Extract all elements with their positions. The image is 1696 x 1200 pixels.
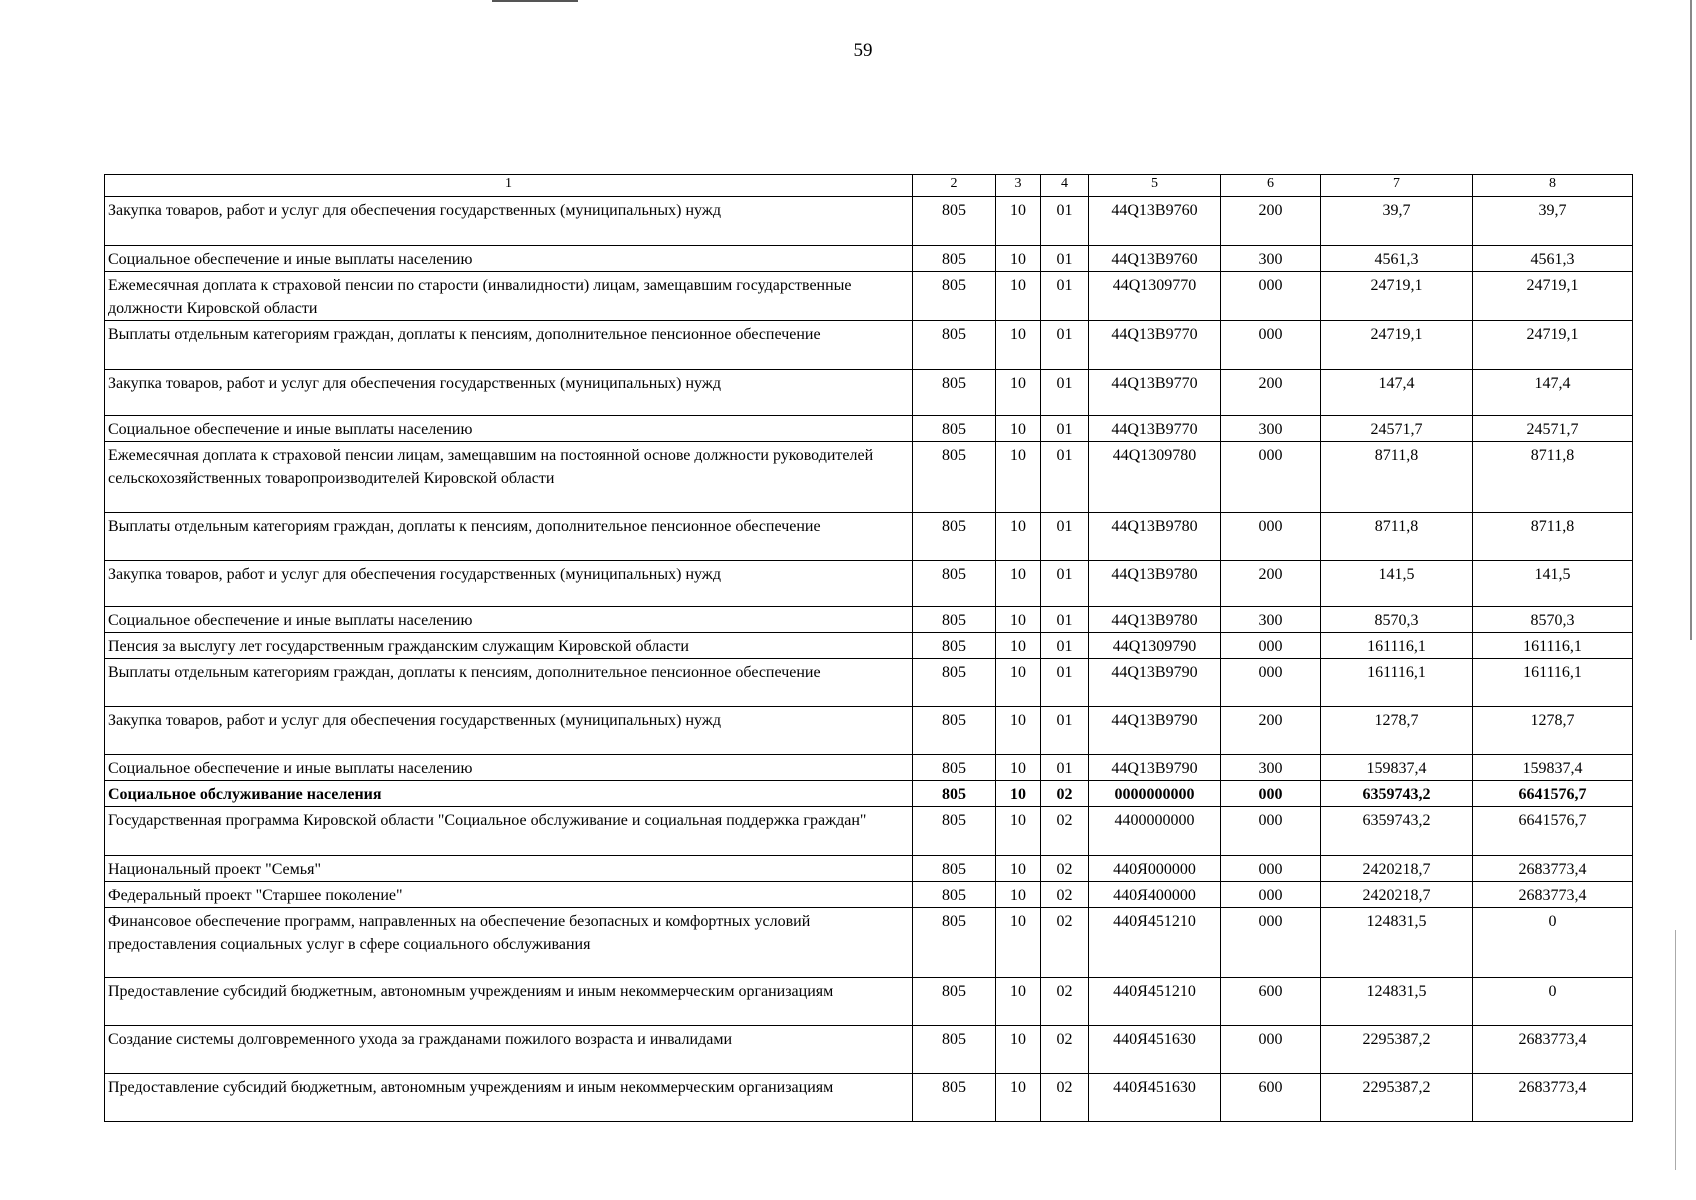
cell-amount-2: 24719,1 (1321, 272, 1473, 321)
cell-section-code: 805 (913, 707, 996, 755)
cell-name: Ежемесячная доплата к страховой пенсии по старости (инвалидности) лицам, замещавшим государственные должности Кировской области (105, 272, 913, 321)
cell-expense-type: 300 (1221, 607, 1321, 633)
cell-subsection-code: 10 (996, 659, 1041, 707)
cell-subsection2-code: 02 (1041, 856, 1089, 882)
cell-section-code: 805 (913, 197, 996, 246)
cell-section-code: 805 (913, 807, 996, 856)
cell-name: Закупка товаров, работ и услуг для обеспечения государственных (муниципальных) нужд (105, 197, 913, 246)
table-row (105, 513, 1633, 561)
cell-subsection-code: 10 (996, 272, 1041, 321)
cell-subsection2-code: 01 (1041, 513, 1089, 561)
cell-amount-3: 24719,1 (1473, 272, 1633, 321)
table-row (105, 1074, 1633, 1122)
cell-subsection-code: 10 (996, 707, 1041, 755)
cell-expense-type: 200 (1221, 707, 1321, 755)
cell-subsection2-code: 01 (1041, 416, 1089, 442)
column-header-6: 6 (1221, 175, 1321, 197)
cell-amount-3: 1278,7 (1473, 707, 1633, 755)
cell-section-code: 805 (913, 607, 996, 633)
cell-expense-type: 000 (1221, 1026, 1321, 1074)
cell-section-code: 805 (913, 1026, 996, 1074)
cell-expense-type: 200 (1221, 197, 1321, 246)
cell-amount-3: 8711,8 (1473, 442, 1633, 513)
cell-subsection-code: 10 (996, 246, 1041, 272)
cell-name: Социальное обеспечение и иные выплаты населению (105, 607, 913, 633)
scan-edge (1675, 930, 1676, 1170)
cell-target-code: 44Q13B9780 (1089, 561, 1221, 607)
cell-subsection2-code: 02 (1041, 882, 1089, 908)
cell-subsection-code: 10 (996, 978, 1041, 1026)
cell-subsection-code: 10 (996, 1074, 1041, 1122)
table-row (105, 659, 1633, 707)
cell-subsection-code: 10 (996, 908, 1041, 978)
cell-expense-type: 000 (1221, 781, 1321, 807)
column-header-7: 7 (1321, 175, 1473, 197)
cell-name: Закупка товаров, работ и услуг для обеспечения государственных (муниципальных) нужд (105, 370, 913, 416)
cell-name: Пенсия за выслугу лет государственным гражданским служащим Кировской области (105, 633, 913, 659)
cell-amount-2: 24719,1 (1321, 321, 1473, 370)
cell-subsection2-code: 02 (1041, 1074, 1089, 1122)
cell-target-code: 0000000000 (1089, 781, 1221, 807)
cell-subsection-code: 10 (996, 856, 1041, 882)
column-header-1: 1 (105, 175, 913, 197)
cell-target-code: 44Q13B9780 (1089, 607, 1221, 633)
cell-section-code: 805 (913, 1074, 996, 1122)
table-row (105, 707, 1633, 755)
cell-expense-type: 000 (1221, 807, 1321, 856)
cell-name: Национальный проект "Семья" (105, 856, 913, 882)
cell-amount-3: 8570,3 (1473, 607, 1633, 633)
cell-section-code: 805 (913, 370, 996, 416)
cell-section-code: 805 (913, 561, 996, 607)
cell-name: Социальное обеспечение и иные выплаты населению (105, 416, 913, 442)
budget-table (104, 174, 1633, 1122)
cell-amount-2: 2295387,2 (1321, 1074, 1473, 1122)
cell-amount-3: 147,4 (1473, 370, 1633, 416)
cell-amount-3: 159837,4 (1473, 755, 1633, 781)
cell-target-code: 44Q13B9760 (1089, 246, 1221, 272)
cell-name: Государственная программа Кировской области "Социальное обслуживание и социальная поддержка граждан" (105, 807, 913, 856)
cell-subsection-code: 10 (996, 561, 1041, 607)
cell-name: Выплаты отдельным категориям граждан, доплаты к пенсиям, дополнительное пенсионное обеспечение (105, 659, 913, 707)
cell-section-code: 805 (913, 781, 996, 807)
cell-expense-type: 000 (1221, 513, 1321, 561)
cell-target-code: 4400000000 (1089, 807, 1221, 856)
table-row (105, 807, 1633, 856)
table-row (105, 197, 1633, 246)
cell-subsection-code: 10 (996, 370, 1041, 416)
cell-subsection2-code: 01 (1041, 272, 1089, 321)
cell-subsection2-code: 01 (1041, 633, 1089, 659)
cell-subsection-code: 10 (996, 197, 1041, 246)
cell-name: Выплаты отдельным категориям граждан, доплаты к пенсиям, дополнительное пенсионное обеспечение (105, 513, 913, 561)
cell-expense-type: 000 (1221, 856, 1321, 882)
table-row (105, 882, 1633, 908)
cell-name: Предоставление субсидий бюджетным, автономным учреждениям и иным некоммерческим организациям (105, 978, 913, 1026)
cell-expense-type: 000 (1221, 272, 1321, 321)
cell-amount-3: 2683773,4 (1473, 882, 1633, 908)
table-row (105, 781, 1633, 807)
cell-target-code: 44Q1309780 (1089, 442, 1221, 513)
cell-name: Финансовое обеспечение программ, направленных на обеспечение безопасных и комфортных условий предоставления социальных услуг в сфере социального обслуживания (105, 908, 913, 978)
cell-amount-3: 6641576,7 (1473, 807, 1633, 856)
cell-amount-2: 24571,7 (1321, 416, 1473, 442)
cell-section-code: 805 (913, 246, 996, 272)
column-header-3: 3 (996, 175, 1041, 197)
table-row (105, 908, 1633, 978)
table-row (105, 1026, 1633, 1074)
table-row (105, 607, 1633, 633)
cell-expense-type: 200 (1221, 370, 1321, 416)
column-header-5: 5 (1089, 175, 1221, 197)
cell-name: Предоставление субсидий бюджетным, автономным учреждениям и иным некоммерческим организациям (105, 1074, 913, 1122)
cell-target-code: 440Я451210 (1089, 908, 1221, 978)
cell-amount-3: 2683773,4 (1473, 856, 1633, 882)
cell-expense-type: 000 (1221, 882, 1321, 908)
table-row (105, 442, 1633, 513)
cell-name: Федеральный проект "Старшее поколение" (105, 882, 913, 908)
cell-name: Социальное обеспечение и иные выплаты населению (105, 755, 913, 781)
cell-amount-3: 0 (1473, 978, 1633, 1026)
cell-expense-type: 000 (1221, 321, 1321, 370)
table-row (105, 978, 1633, 1026)
table-row (105, 561, 1633, 607)
cell-amount-3: 2683773,4 (1473, 1026, 1633, 1074)
cell-section-code: 805 (913, 856, 996, 882)
cell-target-code: 44Q13B9780 (1089, 513, 1221, 561)
cell-name: Выплаты отдельным категориям граждан, доплаты к пенсиям, дополнительное пенсионное обеспечение (105, 321, 913, 370)
cell-target-code: 44Q13B9790 (1089, 659, 1221, 707)
cell-amount-2: 2295387,2 (1321, 1026, 1473, 1074)
cell-subsection-code: 10 (996, 321, 1041, 370)
cell-subsection2-code: 02 (1041, 781, 1089, 807)
cell-expense-type: 300 (1221, 416, 1321, 442)
cell-amount-2: 159837,4 (1321, 755, 1473, 781)
cell-expense-type: 300 (1221, 246, 1321, 272)
cell-amount-2: 124831,5 (1321, 908, 1473, 978)
table-row (105, 272, 1633, 321)
cell-subsection-code: 10 (996, 442, 1041, 513)
cell-subsection2-code: 02 (1041, 908, 1089, 978)
cell-expense-type: 200 (1221, 561, 1321, 607)
cell-name: Закупка товаров, работ и услуг для обеспечения государственных (муниципальных) нужд (105, 707, 913, 755)
cell-target-code: 44Q13B9790 (1089, 755, 1221, 781)
cell-target-code: 44Q13B9770 (1089, 321, 1221, 370)
cell-amount-3: 0 (1473, 908, 1633, 978)
cell-subsection2-code: 01 (1041, 197, 1089, 246)
cell-subsection2-code: 02 (1041, 978, 1089, 1026)
cell-amount-3: 4561,3 (1473, 246, 1633, 272)
cell-section-code: 805 (913, 321, 996, 370)
cell-subsection-code: 10 (996, 1026, 1041, 1074)
cell-name: Социальное обеспечение и иные выплаты населению (105, 246, 913, 272)
cell-subsection2-code: 01 (1041, 561, 1089, 607)
cell-subsection-code: 10 (996, 807, 1041, 856)
table-row (105, 856, 1633, 882)
cell-target-code: 44Q13B9770 (1089, 370, 1221, 416)
column-header-4: 4 (1041, 175, 1089, 197)
cell-amount-2: 6359743,2 (1321, 781, 1473, 807)
cell-subsection2-code: 01 (1041, 755, 1089, 781)
cell-amount-3: 24571,7 (1473, 416, 1633, 442)
cell-amount-2: 8711,8 (1321, 442, 1473, 513)
cell-section-code: 805 (913, 659, 996, 707)
cell-amount-2: 161116,1 (1321, 633, 1473, 659)
cell-amount-2: 147,4 (1321, 370, 1473, 416)
table-row (105, 321, 1633, 370)
cell-amount-2: 2420218,7 (1321, 882, 1473, 908)
table-row (105, 633, 1633, 659)
cell-expense-type: 000 (1221, 633, 1321, 659)
cell-subsection2-code: 01 (1041, 607, 1089, 633)
cell-expense-type: 300 (1221, 755, 1321, 781)
cell-amount-2: 8570,3 (1321, 607, 1473, 633)
top-rule (492, 0, 578, 2)
page-number: 59 (853, 40, 873, 61)
cell-subsection-code: 10 (996, 416, 1041, 442)
cell-section-code: 805 (913, 978, 996, 1026)
cell-target-code: 44Q13B9760 (1089, 197, 1221, 246)
cell-amount-2: 6359743,2 (1321, 807, 1473, 856)
table-row (105, 246, 1633, 272)
cell-target-code: 44Q13B9770 (1089, 416, 1221, 442)
cell-amount-3: 2683773,4 (1473, 1074, 1633, 1122)
scan-edge (1690, 0, 1692, 640)
cell-subsection2-code: 01 (1041, 321, 1089, 370)
cell-expense-type: 000 (1221, 659, 1321, 707)
cell-name: Ежемесячная доплата к страховой пенсии лицам, замещавшим на постоянной основе должности руководителей сельскохозяйственных товаропроизводителей Кировской области (105, 442, 913, 513)
cell-subsection2-code: 01 (1041, 707, 1089, 755)
cell-expense-type: 600 (1221, 978, 1321, 1026)
cell-section-code: 805 (913, 442, 996, 513)
cell-subsection-code: 10 (996, 607, 1041, 633)
cell-expense-type: 000 (1221, 908, 1321, 978)
cell-target-code: 44Q1309790 (1089, 633, 1221, 659)
cell-amount-2: 39,7 (1321, 197, 1473, 246)
column-header-2: 2 (913, 175, 996, 197)
table-row (105, 755, 1633, 781)
cell-amount-3: 141,5 (1473, 561, 1633, 607)
cell-subsection-code: 10 (996, 513, 1041, 561)
cell-subsection2-code: 02 (1041, 1026, 1089, 1074)
cell-subsection2-code: 02 (1041, 807, 1089, 856)
cell-name: Закупка товаров, работ и услуг для обеспечения государственных (муниципальных) нужд (105, 561, 913, 607)
cell-target-code: 440Я000000 (1089, 856, 1221, 882)
cell-target-code: 44Q1309770 (1089, 272, 1221, 321)
table-row (105, 416, 1633, 442)
cell-section-code: 805 (913, 908, 996, 978)
cell-expense-type: 000 (1221, 442, 1321, 513)
cell-target-code: 44Q13B9790 (1089, 707, 1221, 755)
cell-subsection2-code: 01 (1041, 246, 1089, 272)
cell-name: Создание системы долговременного ухода за гражданами пожилого возраста и инвалидами (105, 1026, 913, 1074)
cell-section-code: 805 (913, 633, 996, 659)
cell-section-code: 805 (913, 882, 996, 908)
cell-subsection2-code: 01 (1041, 370, 1089, 416)
cell-target-code: 440Я451630 (1089, 1074, 1221, 1122)
cell-subsection-code: 10 (996, 781, 1041, 807)
cell-amount-2: 141,5 (1321, 561, 1473, 607)
table-row (105, 370, 1633, 416)
table-body (105, 175, 1633, 1122)
cell-amount-2: 4561,3 (1321, 246, 1473, 272)
cell-subsection2-code: 01 (1041, 442, 1089, 513)
cell-subsection-code: 10 (996, 755, 1041, 781)
cell-amount-2: 8711,8 (1321, 513, 1473, 561)
cell-section-code: 805 (913, 755, 996, 781)
cell-section-code: 805 (913, 416, 996, 442)
cell-amount-2: 1278,7 (1321, 707, 1473, 755)
cell-amount-2: 2420218,7 (1321, 856, 1473, 882)
cell-expense-type: 600 (1221, 1074, 1321, 1122)
column-header-8: 8 (1473, 175, 1633, 197)
cell-subsection-code: 10 (996, 633, 1041, 659)
cell-amount-3: 161116,1 (1473, 633, 1633, 659)
cell-subsection2-code: 01 (1041, 659, 1089, 707)
cell-section-code: 805 (913, 272, 996, 321)
cell-amount-2: 124831,5 (1321, 978, 1473, 1026)
table-header-row (105, 175, 1633, 197)
cell-target-code: 440Я451210 (1089, 978, 1221, 1026)
cell-amount-3: 161116,1 (1473, 659, 1633, 707)
cell-amount-3: 6641576,7 (1473, 781, 1633, 807)
cell-amount-3: 8711,8 (1473, 513, 1633, 561)
cell-amount-3: 24719,1 (1473, 321, 1633, 370)
cell-amount-3: 39,7 (1473, 197, 1633, 246)
cell-amount-2: 161116,1 (1321, 659, 1473, 707)
cell-name: Социальное обслуживание населения (105, 781, 913, 807)
cell-target-code: 440Я451630 (1089, 1026, 1221, 1074)
cell-target-code: 440Я400000 (1089, 882, 1221, 908)
cell-section-code: 805 (913, 513, 996, 561)
cell-subsection-code: 10 (996, 882, 1041, 908)
